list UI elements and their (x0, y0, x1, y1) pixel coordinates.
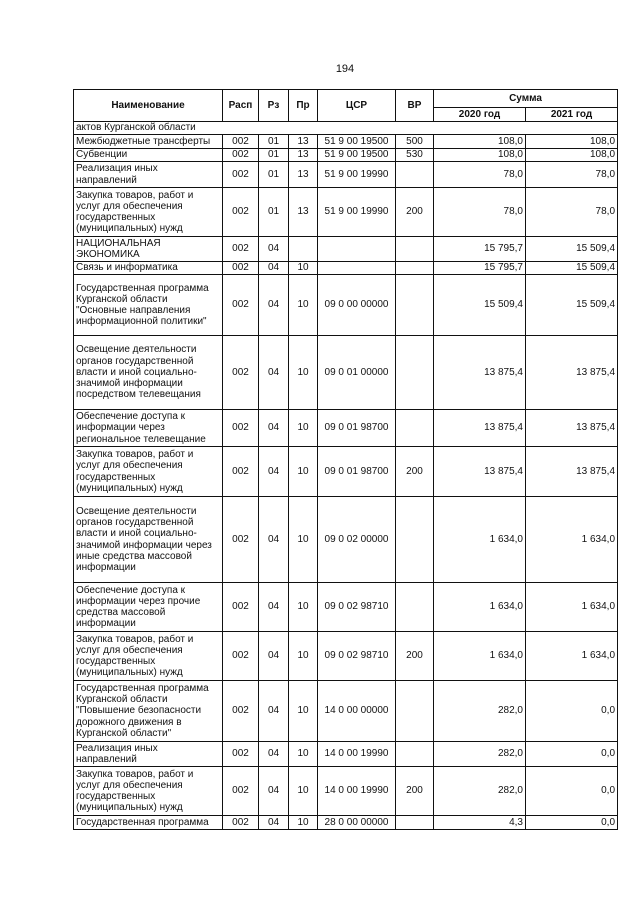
row-sum-2021: 108,0 (526, 135, 618, 149)
row-csr (318, 262, 396, 275)
row-rasp: 002 (223, 262, 259, 275)
row-name: Государственная программа Курганской области "Повышение безопасности дорожного движения в Курганской области" (74, 681, 223, 742)
row-csr: 14 0 00 00000 (318, 681, 396, 742)
row-rasp: 002 (223, 410, 259, 447)
header-pr: Пр (289, 90, 318, 122)
header-csr: ЦСР (318, 90, 396, 122)
row-rasp: 002 (223, 742, 259, 767)
row-vr: 530 (396, 149, 434, 162)
row-name: Реализация иных направлений (74, 742, 223, 767)
table-row (74, 336, 618, 410)
row-vr (396, 336, 434, 410)
row-pr: 13 (289, 162, 318, 188)
row-name: Межбюджетные трансферты (74, 135, 223, 149)
row-rasp: 002 (223, 816, 259, 830)
row-csr: 09 0 01 98700 (318, 410, 396, 447)
row-sum-2021: 15 509,4 (526, 275, 618, 336)
row-csr: 09 0 02 98710 (318, 583, 396, 632)
row-rz: 04 (259, 742, 289, 767)
row-pr: 10 (289, 681, 318, 742)
row-sum-2021: 13 875,4 (526, 336, 618, 410)
row-name: Закупка товаров, работ и услуг для обеспечения государственных (муниципальных) нужд (74, 632, 223, 681)
table-header (74, 90, 618, 122)
row-rz: 04 (259, 336, 289, 410)
row-rasp: 002 (223, 681, 259, 742)
row-rasp: 002 (223, 497, 259, 583)
row-rasp: 002 (223, 632, 259, 681)
row-sum-2021: 0,0 (526, 681, 618, 742)
table-row (74, 447, 618, 497)
row-pr: 10 (289, 262, 318, 275)
row-rasp: 002 (223, 149, 259, 162)
row-rz: 04 (259, 275, 289, 336)
row-csr: 28 0 00 00000 (318, 816, 396, 830)
row-rasp: 002 (223, 237, 259, 262)
row-rz: 04 (259, 767, 289, 816)
row-pr: 10 (289, 497, 318, 583)
table-row (74, 135, 618, 149)
table-row (74, 410, 618, 447)
row-vr (396, 816, 434, 830)
row-sum-2020: 78,0 (434, 188, 526, 237)
row-vr (396, 262, 434, 275)
row-csr: 51 9 00 19500 (318, 135, 396, 149)
row-csr: 09 0 02 00000 (318, 497, 396, 583)
header-year-2021: 2021 год (526, 108, 618, 122)
row-sum-2021: 0,0 (526, 816, 618, 830)
row-name: Связь и информатика (74, 262, 223, 275)
row-rasp: 002 (223, 336, 259, 410)
row-pr: 13 (289, 188, 318, 237)
row-sum-2021: 108,0 (526, 149, 618, 162)
table-row (74, 681, 618, 742)
row-sum-2020: 282,0 (434, 742, 526, 767)
row-pr: 10 (289, 410, 318, 447)
row-csr: 51 9 00 19990 (318, 188, 396, 237)
row-rasp: 002 (223, 447, 259, 497)
header-rz: Рз (259, 90, 289, 122)
header-sum: Сумма (434, 90, 618, 108)
table-row (74, 742, 618, 767)
row-name: Обеспечение доступа к информации через региональное телевещание (74, 410, 223, 447)
row-name: Реализация иных направлений (74, 162, 223, 188)
header-rasp: Расп (223, 90, 259, 122)
row-vr (396, 275, 434, 336)
row-csr: 14 0 00 19990 (318, 742, 396, 767)
row-sum-2021: 78,0 (526, 188, 618, 237)
row-name: Государственная программа Курганской области "Основные направления информационной политики" (74, 275, 223, 336)
row-csr: 51 9 00 19990 (318, 162, 396, 188)
row-pr: 10 (289, 816, 318, 830)
table-row (74, 583, 618, 632)
row-vr (396, 583, 434, 632)
page-number: 194 (335, 63, 355, 75)
row-pr: 10 (289, 742, 318, 767)
row-vr (396, 497, 434, 583)
row-vr: 200 (396, 188, 434, 237)
row-sum-2021: 13 875,4 (526, 447, 618, 497)
row-vr (396, 410, 434, 447)
row-sum-2021: 0,0 (526, 767, 618, 816)
header-year-2020: 2020 год (434, 108, 526, 122)
row-rz: 04 (259, 497, 289, 583)
row-pr: 10 (289, 447, 318, 497)
row-vr (396, 162, 434, 188)
row-sum-2020: 13 875,4 (434, 410, 526, 447)
row-name: Обеспечение доступа к информации через прочие средства массовой информации (74, 583, 223, 632)
row-sum-2020: 4,3 (434, 816, 526, 830)
row-vr: 200 (396, 767, 434, 816)
row-csr: 09 0 01 00000 (318, 336, 396, 410)
continuation-text: актов Курганской области (74, 122, 618, 135)
row-sum-2021: 15 509,4 (526, 237, 618, 262)
continuation-row (74, 122, 618, 135)
row-pr: 13 (289, 135, 318, 149)
row-rasp: 002 (223, 767, 259, 816)
row-rz: 04 (259, 681, 289, 742)
row-name: Закупка товаров, работ и услуг для обеспечения государственных (муниципальных) нужд (74, 188, 223, 237)
row-pr: 13 (289, 149, 318, 162)
table-row (74, 237, 618, 262)
row-name: Освещение деятельности органов государственной власти и иной социально-значимой информации посредством телевещания (74, 336, 223, 410)
table-row (74, 632, 618, 681)
row-sum-2021: 78,0 (526, 162, 618, 188)
table-row (74, 767, 618, 816)
row-rasp: 002 (223, 583, 259, 632)
table-row (74, 816, 618, 830)
row-sum-2020: 108,0 (434, 149, 526, 162)
table-row (74, 188, 618, 237)
row-vr (396, 237, 434, 262)
row-name: Закупка товаров, работ и услуг для обеспечения государственных (муниципальных) нужд (74, 447, 223, 497)
row-name: Освещение деятельности органов государственной власти и иной социально-значимой информации через иные средства массовой информации (74, 497, 223, 583)
row-csr: 51 9 00 19500 (318, 149, 396, 162)
row-vr: 200 (396, 447, 434, 497)
row-rasp: 002 (223, 162, 259, 188)
row-csr: 14 0 00 19990 (318, 767, 396, 816)
row-sum-2020: 13 875,4 (434, 336, 526, 410)
row-vr: 200 (396, 632, 434, 681)
row-rz: 01 (259, 188, 289, 237)
header-vr: ВР (396, 90, 434, 122)
row-vr (396, 742, 434, 767)
row-pr (289, 237, 318, 262)
row-rz: 01 (259, 149, 289, 162)
row-csr: 09 0 01 98700 (318, 447, 396, 497)
row-sum-2021: 0,0 (526, 742, 618, 767)
row-sum-2020: 1 634,0 (434, 632, 526, 681)
row-pr: 10 (289, 632, 318, 681)
row-sum-2020: 15 795,7 (434, 237, 526, 262)
budget-table (73, 89, 618, 830)
row-sum-2020: 15 509,4 (434, 275, 526, 336)
row-rz: 04 (259, 816, 289, 830)
row-sum-2020: 15 795,7 (434, 262, 526, 275)
table-row (74, 275, 618, 336)
row-sum-2021: 1 634,0 (526, 632, 618, 681)
row-vr (396, 681, 434, 742)
row-vr: 500 (396, 135, 434, 149)
row-sum-2020: 282,0 (434, 767, 526, 816)
row-name: Государственная программа (74, 816, 223, 830)
row-rz: 04 (259, 237, 289, 262)
table-row (74, 149, 618, 162)
header-name: Наименование (74, 90, 223, 122)
row-sum-2020: 1 634,0 (434, 497, 526, 583)
row-sum-2021: 1 634,0 (526, 583, 618, 632)
row-sum-2021: 13 875,4 (526, 410, 618, 447)
table-row (74, 262, 618, 275)
row-pr: 10 (289, 583, 318, 632)
table-body (74, 122, 618, 830)
row-sum-2020: 78,0 (434, 162, 526, 188)
row-rasp: 002 (223, 135, 259, 149)
row-rz: 04 (259, 447, 289, 497)
row-sum-2020: 282,0 (434, 681, 526, 742)
row-name: НАЦИОНАЛЬНАЯ ЭКОНОМИКА (74, 237, 223, 262)
row-pr: 10 (289, 767, 318, 816)
row-name: Субвенции (74, 149, 223, 162)
row-sum-2021: 15 509,4 (526, 262, 618, 275)
row-rasp: 002 (223, 275, 259, 336)
row-sum-2020: 13 875,4 (434, 447, 526, 497)
row-sum-2020: 1 634,0 (434, 583, 526, 632)
row-rz: 01 (259, 162, 289, 188)
row-rz: 04 (259, 632, 289, 681)
row-rz: 04 (259, 583, 289, 632)
row-name: Закупка товаров, работ и услуг для обеспечения государственных (муниципальных) нужд (74, 767, 223, 816)
table-row (74, 162, 618, 188)
row-sum-2021: 1 634,0 (526, 497, 618, 583)
row-pr: 10 (289, 336, 318, 410)
row-rasp: 002 (223, 188, 259, 237)
row-csr: 09 0 00 00000 (318, 275, 396, 336)
table-row (74, 497, 618, 583)
row-rz: 04 (259, 262, 289, 275)
row-pr: 10 (289, 275, 318, 336)
row-rz: 01 (259, 135, 289, 149)
row-sum-2020: 108,0 (434, 135, 526, 149)
row-csr: 09 0 02 98710 (318, 632, 396, 681)
row-rz: 04 (259, 410, 289, 447)
row-csr (318, 237, 396, 262)
